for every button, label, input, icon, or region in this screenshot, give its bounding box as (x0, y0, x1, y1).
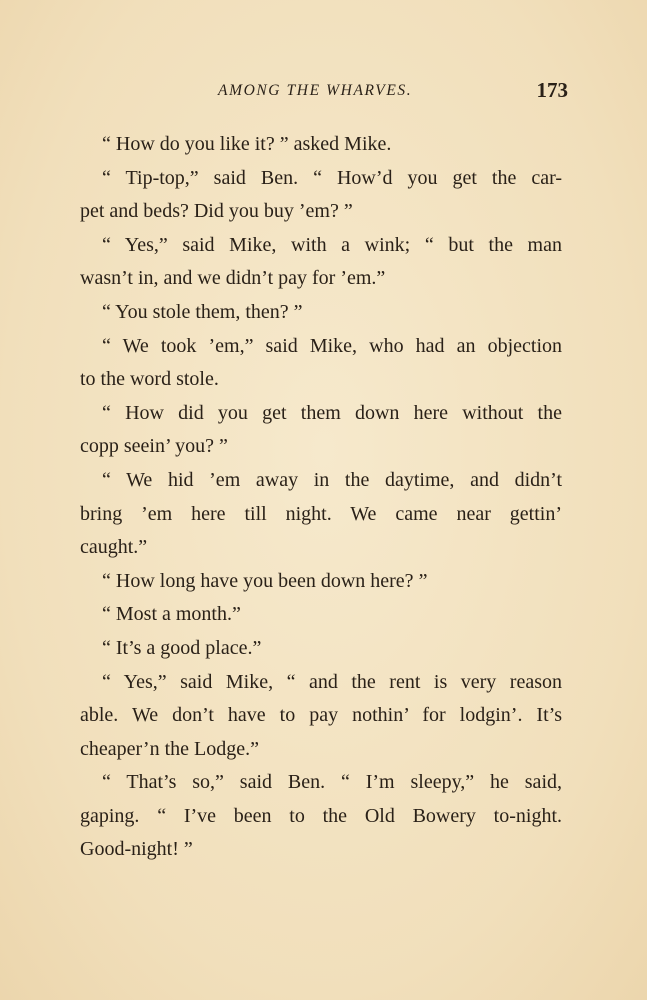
text-line: to the word stole. (80, 368, 219, 391)
body-text (80, 128, 562, 867)
text-line: “ That’s so,” said Ben. “ I’m sleepy,” he said, (102, 771, 562, 794)
text-line: “ We hid ’em away in the daytime, and didn’t (102, 468, 562, 491)
text-line: Good-night! ” (80, 838, 193, 861)
running-head: AMONG THE WHARVES. (218, 82, 413, 99)
text-line: copp seein’ you? ” (80, 435, 228, 458)
text-line: caught.” (80, 536, 148, 559)
text-line: “ How did you get them down here without the (102, 401, 562, 424)
text-line: cheaper’n the Lodge.” (80, 737, 259, 760)
text-line: “ Yes,” said Mike, with a wink; “ but the man (102, 233, 562, 256)
text-line: “ How do you like it? ” asked Mike. (102, 133, 392, 155)
text-line: “ It’s a good place.” (102, 636, 262, 659)
text-line: “ Most a month.” (102, 603, 241, 626)
page-header (80, 78, 568, 108)
text-line: gaping. “ I’ve been to the Old Bowery to-night. (80, 804, 562, 827)
page-number: 173 (536, 78, 568, 102)
text-line: bring ’em here till night. We came near gettin’ (80, 502, 562, 525)
text-line: “ We took ’em,” said Mike, who had an objection (102, 334, 562, 357)
text-line: “ How long have you been down here? ” (102, 569, 428, 592)
text-line: pet and beds? Did you buy ’em? ” (80, 200, 353, 223)
text-line: “ You stole them, then? ” (102, 300, 303, 323)
text-line: able. We don’t have to pay nothin’ for lodgin’. It’s (80, 704, 562, 727)
text-line: wasn’t in, and we didn’t pay for ’em.” (80, 267, 386, 290)
text-line: “ Yes,” said Mike, “ and the rent is very reason (102, 670, 562, 693)
text-line: “ Tip-top,” said Ben. “ How’d you get the car- (102, 166, 562, 189)
